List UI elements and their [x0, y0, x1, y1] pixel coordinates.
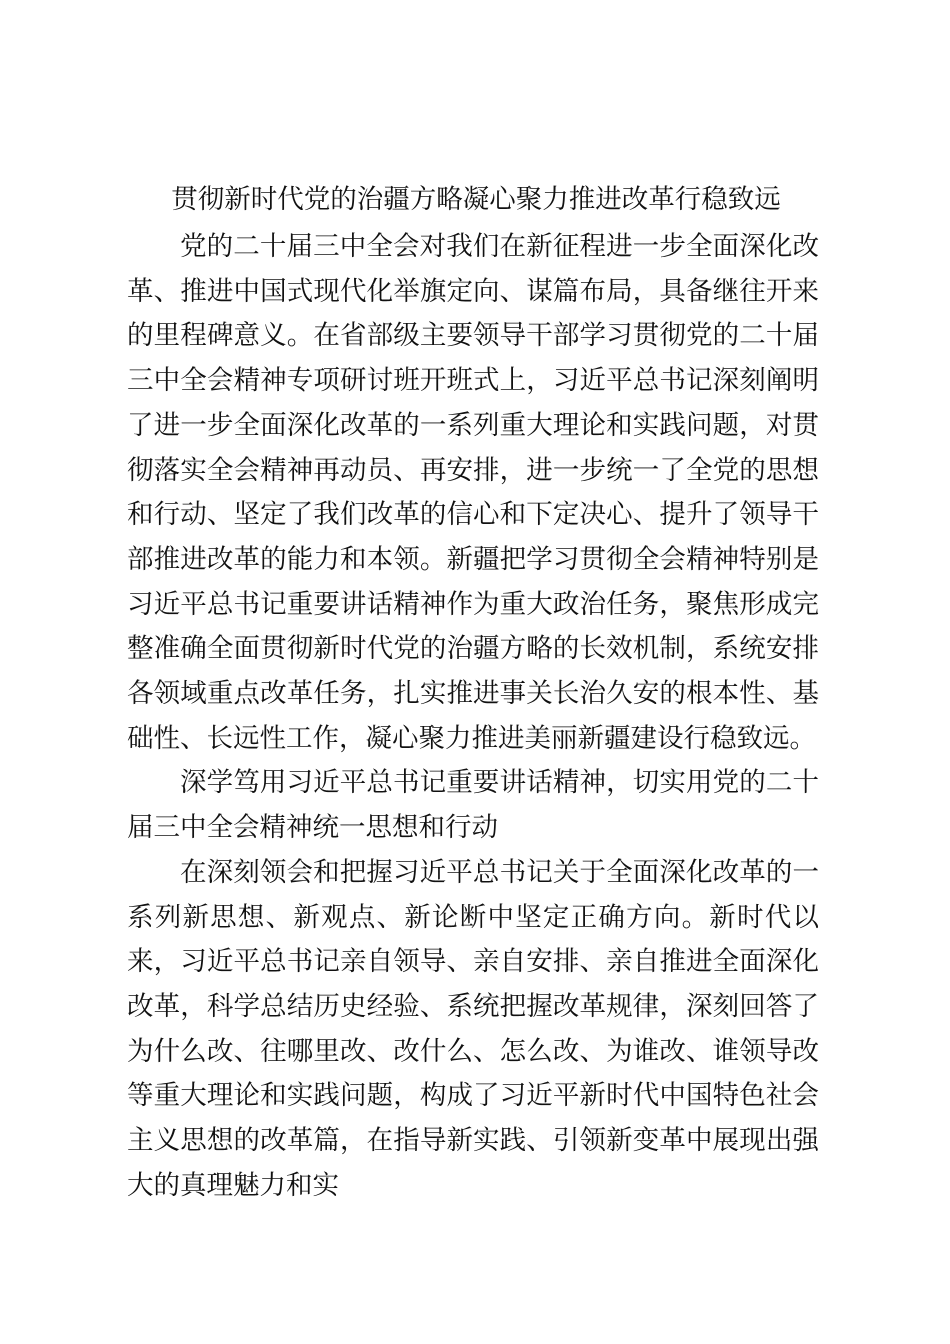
paragraph-section-1: 在深刻领会和把握习近平总书记关于全面深化改革的一系列新思想、新观点、新论断中坚定正确方向。新时代以来，习近平总书记亲自领导、亲自安排、亲自推进全面深化改革，科学总结历史经验、系统把握改革规律，深刻回答了为什么改、往哪里改、改什么、怎么改、为谁改、谁领导改等重大理论和实践问题，构成了习近平新时代中国特色社会主义思想的改革篇，在指导新实践、引领新变革中展现出强大的真理魅力和实 [127, 856, 819, 1201]
document-body [127, 225, 819, 1208]
section-heading: 深学笃用习近平总书记重要讲话精神，切实用党的二十届三中全会精神统一思想和行动 [127, 767, 819, 844]
document-title: 贯彻新时代党的治疆方略凝心聚力推进改革行稳致远 [171, 184, 781, 215]
paragraph-intro: 党的二十届三中全会对我们在新征程进一步全面深化改革、推进中国式现代化举旗定向、谋篇布局，具备继往开来的里程碑意义。在省部级主要领导干部学习贯彻党的二十届三中全会精神专项研讨班开班式上，习近平总书记深刻阐明了进一步全面深化改革的一系列重大理论和实践问题，对贯彻落实全会精神再动员、再安排，进一步统一了全党的思想和行动、坚定了我们改革的信心和下定决心、提升了领导干部推进改革的能力和本领。新疆把学习贯彻全会精神特别是习近平总书记重要讲话精神作为重大政治任务，聚焦形成完整准确全面贯彻新时代党的治疆方略的长效机制，系统安排各领域重点改革任务，扎实推进事关长治久安的根本性、基础性、长远性工作，凝心聚力推进美丽新疆建设行稳致远。 [127, 231, 819, 754]
